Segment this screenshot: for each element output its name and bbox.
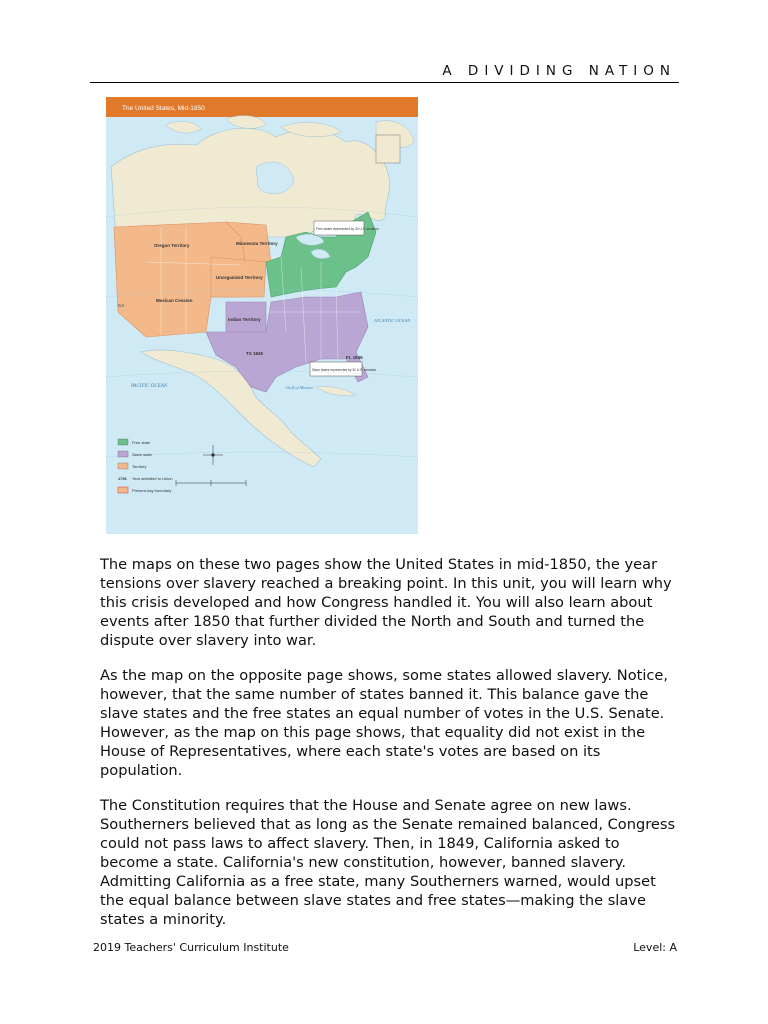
label-indian-territory: Indian Territory: [228, 317, 261, 322]
legend-year: Year admitted to Union: [132, 476, 173, 481]
label-unorganized: Unorganized Territory: [216, 275, 263, 280]
legend-territory: Territory: [132, 464, 147, 469]
legend-free: Free state: [132, 440, 151, 445]
body-text: [100, 555, 680, 945]
label-oregon: Oregon Territory: [154, 243, 190, 248]
label-texas: TX 1845: [246, 351, 264, 356]
label-minnesota: Minnesota Territory: [236, 241, 278, 246]
label-atlantic: ATLANTIC OCEAN: [374, 318, 411, 323]
footer-copyright: 2019 Teachers' Curriculum Institute: [93, 941, 289, 954]
label-mexican-cession: Mexican Cession: [156, 298, 193, 303]
us-map-1850: [106, 97, 418, 534]
page-header-title: A DIVIDING NATION: [442, 63, 676, 79]
legend-boundary: Present-day boundary: [132, 488, 172, 493]
slave-states-callout: Slave states represented by 30 U.S. senators: [312, 368, 377, 372]
footer-level: Level: A: [633, 941, 677, 954]
legend-slave: Slave state: [132, 452, 152, 457]
paragraph-2: As the map on the opposite page shows, some states allowed slavery. Notice, however, that the same number of states banned it. This balance gave the slave states and the free states an equal number of votes in the U.S. Senate. However, as the map on this page shows, that equality did not exist in the House of Representatives, where each state's votes are based on its population.: [100, 667, 669, 779]
paragraph-3: The Constitution requires that the House and Senate agree on new laws. Southerners believed that as long as the Senate remained balanced, Congress could not pass laws to affect slavery. Then, in 1849, California asked to become a state. California's new constitution, however, banned slavery. Admitting California as a free state, many Southerners warned, would upset the equal balance between slave states and free states—making the slave states a minority.: [100, 797, 676, 928]
label-florida: FL 1845: [346, 355, 363, 360]
label-gulf: Gulf of Mexico: [286, 385, 313, 390]
free-states-callout: Free states represented by 30 U.S. senators: [316, 227, 379, 231]
header-divider: [90, 82, 679, 83]
paragraph-1: The maps on these two pages show the United States in mid-1850, the year tensions over slavery reached a breaking point. In this unit, you will learn why this crisis developed and how Congress handled it. You will also learn about events after 1850 that further divided the North and South and turned the dispute over slavery into war.: [100, 556, 672, 649]
label-ca: CA: [118, 303, 125, 308]
label-pacific: PACIFIC OCEAN: [131, 384, 168, 389]
map-title: The United States, Mid-1850: [122, 105, 205, 112]
legend-year-sample: 1791: [118, 476, 127, 481]
inset-map: [376, 135, 400, 163]
